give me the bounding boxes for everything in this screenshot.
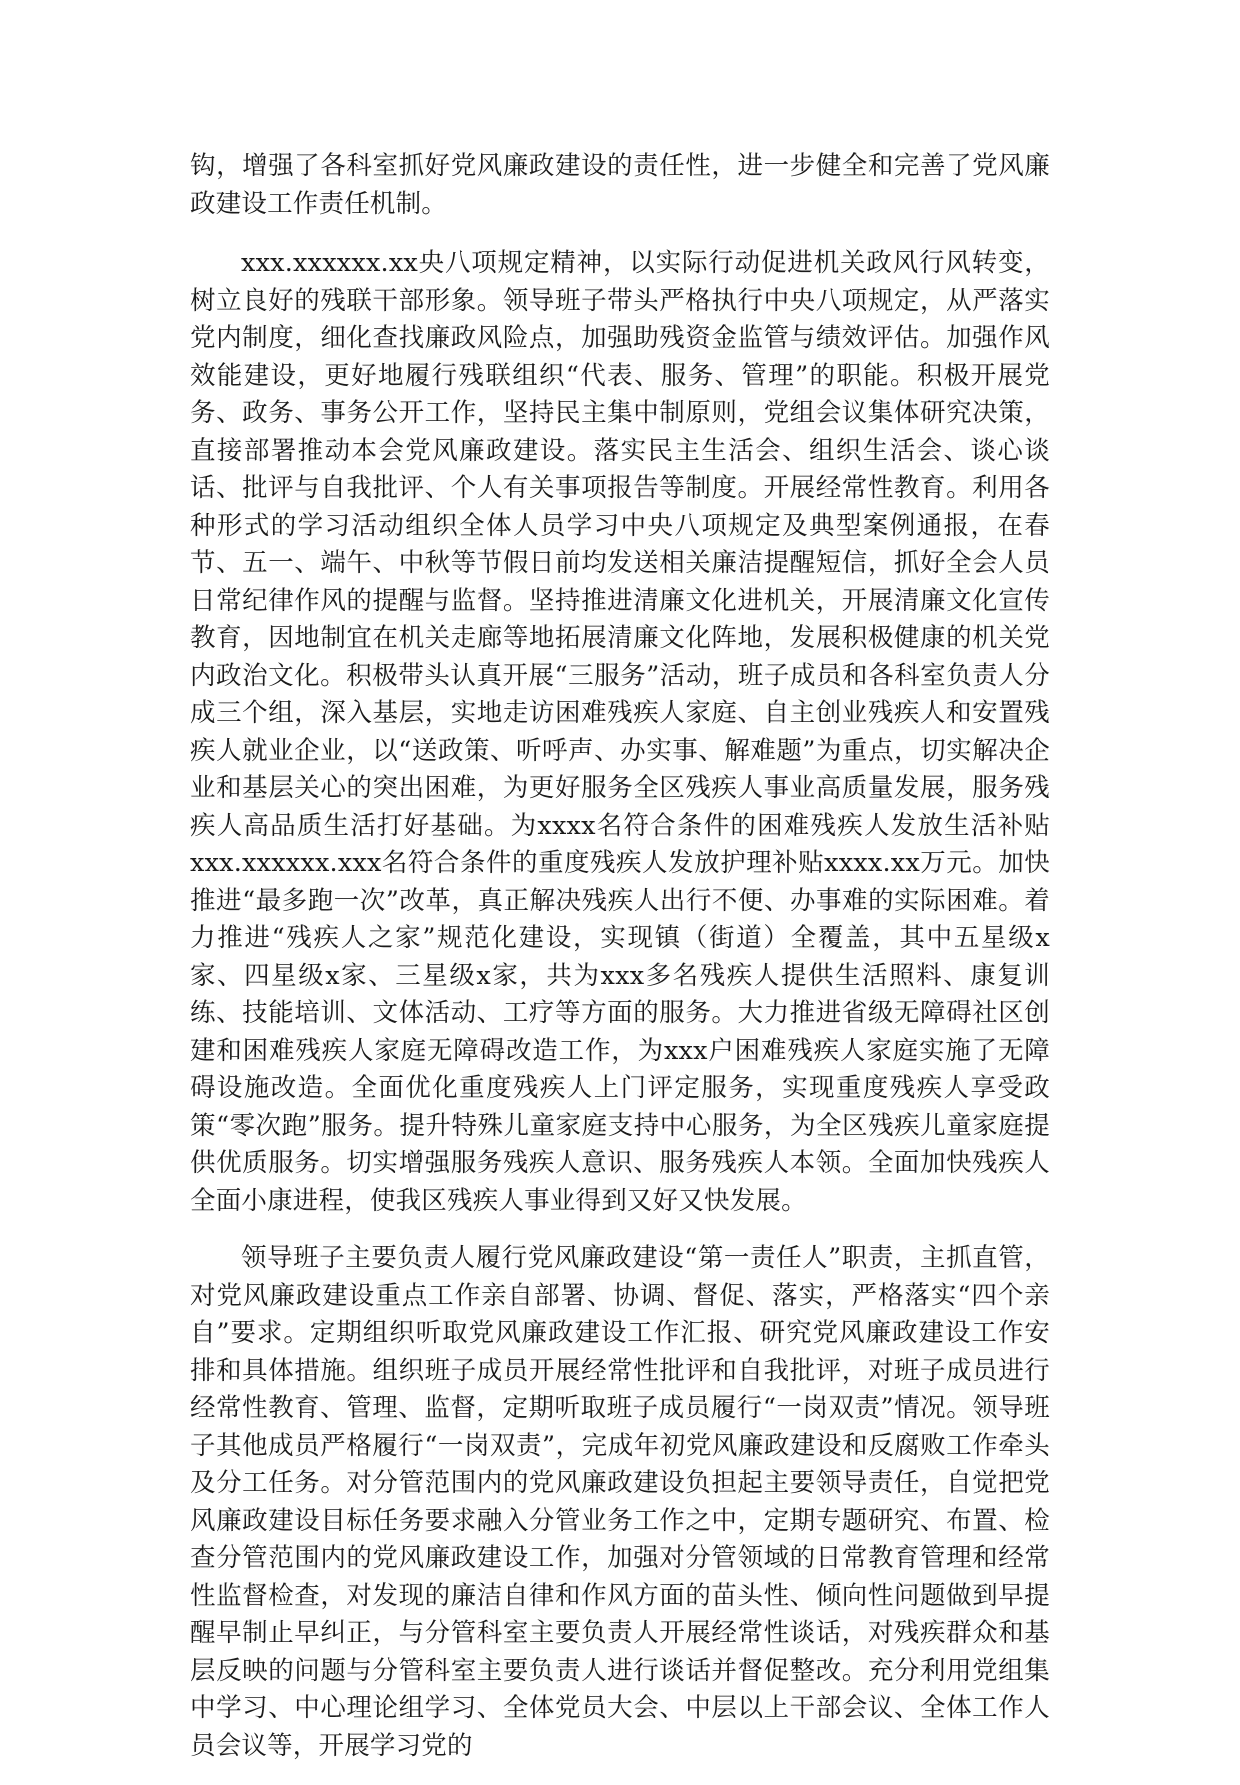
paragraph-eight-provisions: xxx.xxxxxx.xx央八项规定精神，以实际行动促进机关政风行风转变，树立良好的残联干部形象。领导班子带头严格执行中央八项规定，从严落实党内制度，细化查找廉政风险点，加强助残资金监管与绩效评估。加强作风效能建设，更好地履行残联组织“代表、服务、管理”的职能。积极开展党务、政务、事务公开工作，坚持民主集中制原则，党组会议集体研究决策，直接部署推动本会党风廉政建设。落实民主生活会、组织生活会、谈心谈话、批评与自我批评、个人有关事项报告等制度。开展经常性教育。利用各种形式的学习活动组织全体人员学习中央八项规定及典型案例通报，在春节、五一、端午、中秋等节假日前均发送相关廉洁提醒短信，抓好全会人员日常纪律作风的提醒与监督。坚持推进清廉文化进机关，开展清廉文化宣传教育，因地制宜在机关走廊等地拓展清廉文化阵地，发展积极健康的机关党内政治文化。积极带头认真开展“三服务”活动，班子成员和各科室负责人分成三个组，深入基层，实地走访困难残疾人家庭、自主创业残疾人和安置残疾人就业企业，以“送政策、听呼声、办实事、解难题”为重点，切实解决企业和基层关心的突出困难，为更好服务全区残疾人事业高质量发展，服务残疾人高品质生活打好基础。为xxxx名符合条件的困难残疾人发放生活补贴xxx.xxxxxx.xxx名符合条件的重度残疾人发放护理补贴xxxx.xx万元。加快推进“最多跑一次”改革，真正解决残疾人出行不便、办事难的实际困难。着力推进“残疾人之家”规范化建设，实现镇（街道）全覆盖，其中五星级x家、四星级x家、三星级x家，共为xxx多名残疾人提供生活照料、康复训练、技能培训、文体活动、工疗等方面的服务。大力推进省级无障碍社区创建和困难残疾人家庭无障碍改造工作，为xxx户困难残疾人家庭实施了无障碍设施改造。全面优化重度残疾人上门评定服务，实现重度残疾人享受政策“零次跑”服务。提升特殊儿童家庭支持中心服务，为全区残疾儿童家庭提供优质服务。切实增强服务残疾人意识、服务残疾人本领。全面加快残疾人全面小康进程，使我区残疾人事业得到又好又快发展。 — [190, 248, 1050, 1216]
document-page — [190, 148, 1050, 1785]
paragraph-leadership-responsibility: 领导班子主要负责人履行党风廉政建设“第一责任人”职责，主抓直管，对党风廉政建设重点工作亲自部署、协调、督促、落实，严格落实“四个亲自”要求。定期组织听取党风廉政建设工作汇报、研究党风廉政建设工作安排和具体措施。组织班子成员开展经常性批评和自我批评，对班子成员进行经常性教育、管理、监督，定期听取班子成员履行“一岗双责”情况。领导班子其他成员严格履行“一岗双责”，完成年初党风廉政建设和反腐败工作牵头及分工任务。对分管范围内的党风廉政建设负担起主要领导责任，自觉把党风廉政建设目标任务要求融入分管业务工作之中，定期专题研究、布置、检查分管范围内的党风廉政建设工作，加强对分管领域的日常教育管理和经常性监督检查，对发现的廉洁自律和作风方面的苗头性、倾向性问题做到早提醒早制止早纠正，与分管科室主要负责人开展经常性谈话，对残疾群众和基层反映的问题与分管科室主要负责人进行谈话并督促整改。充分利用党组集中学习、中心理论组学习、全体党员大会、中层以上干部会议、全体工作人员会议等，开展学习党的 — [190, 1243, 1050, 1761]
paragraph-continuation: 钩，增强了各科室抓好党风廉政建设的责任性，进一步健全和完善了党风廉政建设工作责任机制。 — [190, 151, 1050, 219]
